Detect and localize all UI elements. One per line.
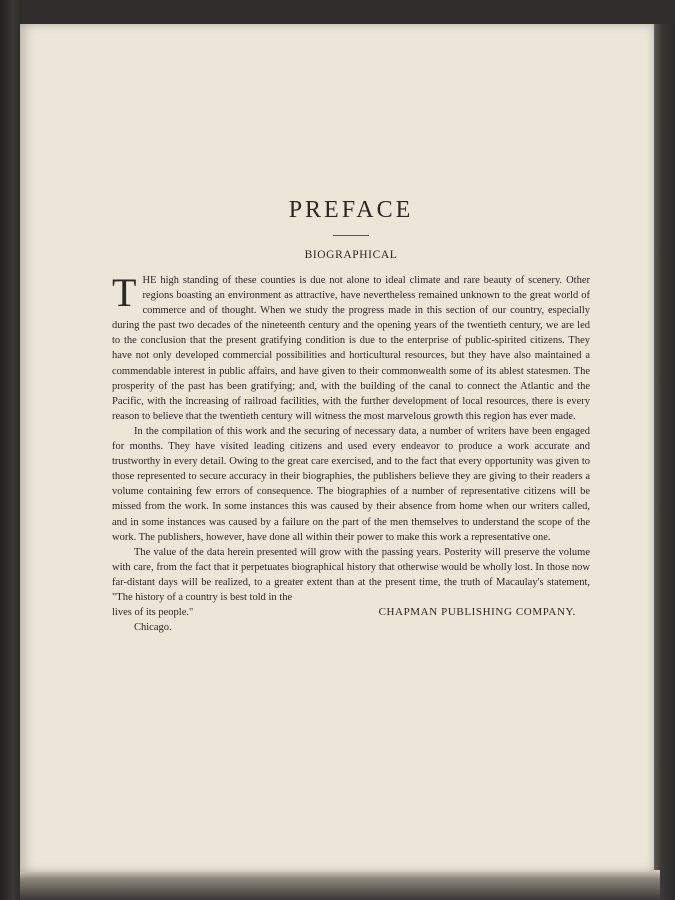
paragraph-1-text: HE high standing of these counties is due not alone to ideal climate and rare beauty of scenery. Other regions boasting an environment as attractive, have nevertheless remained unknown to the great world of commerce and of thought. When we study the progress made in this section of our country, especially during the past two decades of the nineteenth century and the opening years of the twentieth century, we are led to the conclusion that the present gratifying condition is due to the enterprise of public-spirited citizens. They have not only developed commercial possibilities and horticultural resources, but they have also maintained a commendable interest in public affairs, and have given to their commonwealth some of its ablest statesmen. The prosperity of the past has been gratifying; and, with the building of the canal to connect the Atlantic and the Pacific, with the increasing of railroad facilities, with the further development of local resources, there is every reason to believe that the twentieth century will witness the most marvelous growth this region has ever made.: [112, 275, 590, 422]
book-cover-left: [0, 0, 22, 900]
paragraph-3: The value of the data herein presented will grow with the passing years. Posterity will preserve the volume with care, from the fact that it perpetuates biographical history that otherwise would be wholly lost. In those now far-distant days will be realized, to a greater extent than at the present time, the truth of Macaulay's statement, "The history of a country is best told in the: [112, 546, 590, 603]
signature-row: [112, 605, 590, 620]
closing-line: lives of its people.": [112, 607, 194, 619]
paragraph-1: [112, 270, 590, 424]
section-subtitle: BIOGRAPHICAL: [304, 249, 398, 261]
drop-cap: T: [112, 270, 137, 315]
page-bottom-edge: [20, 870, 660, 900]
preface-body: [112, 270, 590, 635]
paragraph-2: In the compilation of this work and the securing of necessary data, a number of writers have been engaged for months. They have visited leading citizens and used every endeavor to produce a work accurate and trustworthy in every detail. Owing to the great care exercised, and to the fact that every opportunity was given to those represented to secure accuracy in their biographies, the publishers believe they are giving to their readers a volume containing few errors of consequence. The biographies of a number of representative citizens will be missed from the work. In some instances this was caused by their absence from home when our writers called, and in some instances was caused by a failure on the part of the men themselves to understand the scope of the work. The publishers, however, have done all within their power to make this work a representative one.: [112, 425, 590, 543]
place-line: Chicago.: [134, 622, 172, 634]
page-title: PREFACE: [288, 197, 414, 223]
book-cover-right: [652, 24, 675, 900]
title-rule: [333, 235, 369, 236]
book-page: [20, 24, 654, 872]
publisher-signature: CHAPMAN PUBLISHING COMPANY.: [378, 606, 576, 619]
